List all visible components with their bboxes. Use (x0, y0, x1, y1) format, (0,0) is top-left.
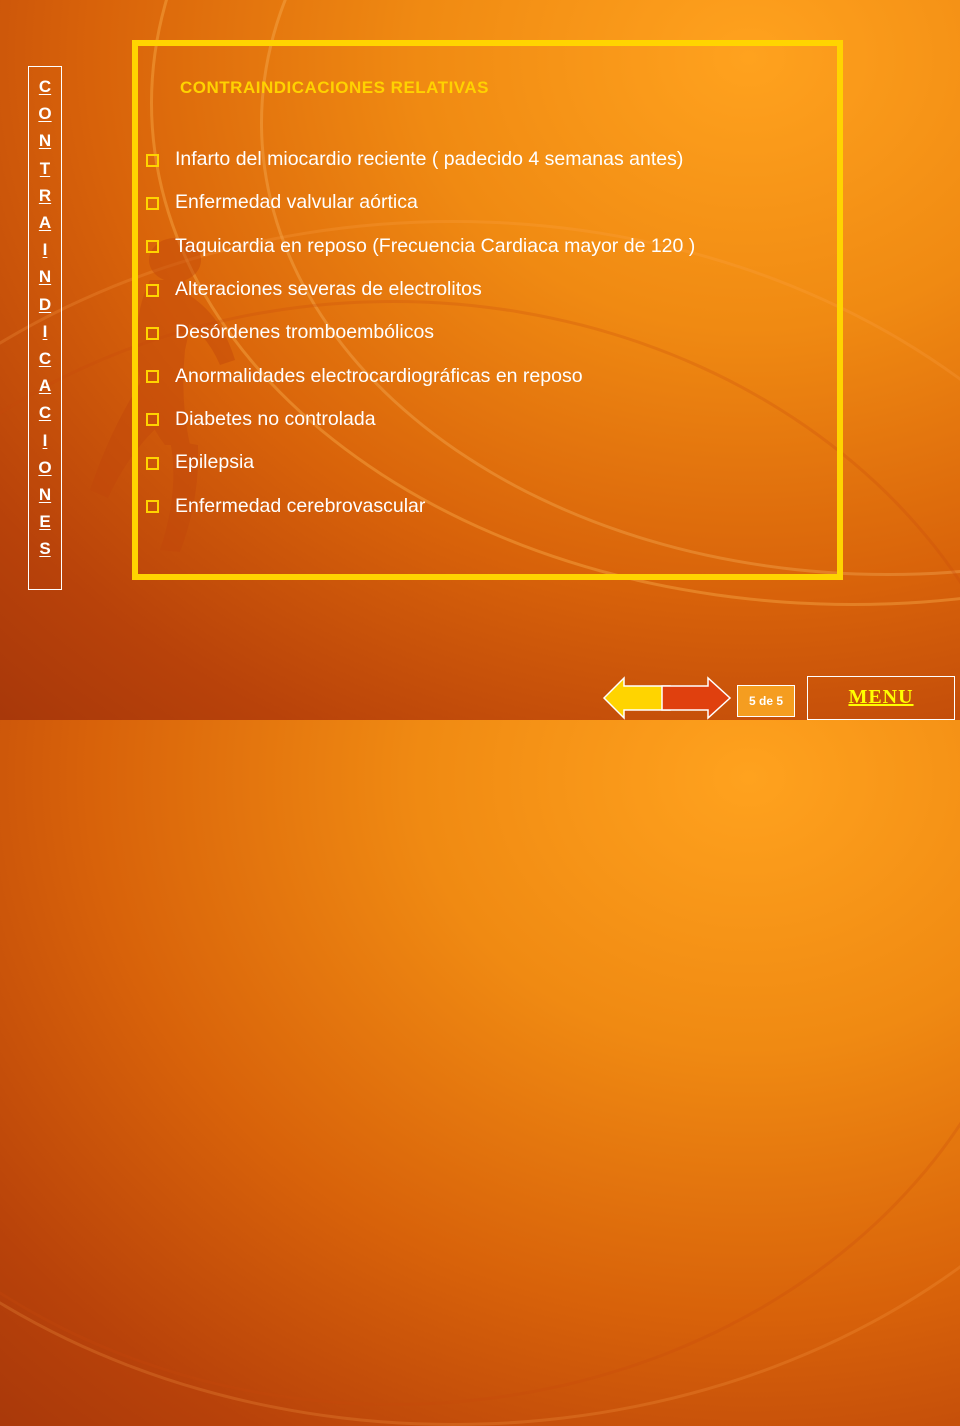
panel-title: CONTRAINDICACIONES RELATIVAS (180, 78, 489, 97)
side-title-letter: N (38, 267, 52, 287)
side-title-letter: C (38, 403, 52, 423)
side-title-letter: C (38, 349, 52, 369)
list-item (146, 441, 695, 484)
menu-link[interactable]: MENU (848, 685, 914, 708)
checkbox-bullet-icon (146, 284, 159, 297)
list-item-text: Enfermedad cerebrovascular (175, 494, 426, 517)
list-item (146, 311, 695, 354)
side-title-letter: I (42, 240, 48, 260)
list-item (146, 138, 695, 181)
side-title-letter: O (38, 104, 52, 124)
side-title-letter: D (38, 294, 52, 314)
list-item-text: Epilepsia (175, 451, 255, 474)
checkbox-bullet-icon (146, 327, 159, 340)
checkbox-bullet-icon (146, 370, 159, 383)
contraindications-list (146, 138, 695, 528)
checkbox-bullet-icon (146, 500, 159, 513)
side-title-letter: I (42, 430, 48, 450)
list-item (146, 225, 695, 268)
checkbox-bullet-icon (146, 240, 159, 253)
list-item-text: Alteraciones severas de electrolitos (175, 278, 482, 301)
checkbox-bullet-icon (146, 413, 159, 426)
list-item-text: Diabetes no controlada (175, 407, 376, 430)
checkbox-bullet-icon (146, 154, 159, 167)
forward-arrow-button[interactable] (660, 676, 732, 720)
list-item (146, 181, 695, 224)
side-title-letter: E (39, 512, 51, 532)
checkbox-bullet-icon (146, 457, 159, 470)
side-title-letter: T (39, 158, 51, 178)
list-item (146, 268, 695, 311)
side-title-letter: N (38, 131, 52, 151)
list-item (146, 354, 695, 397)
content-panel (132, 40, 843, 580)
list-item-text: Enfermedad valvular aórtica (175, 191, 418, 214)
list-item-text: Infarto del miocardio reciente ( padecido 4 semanas antes) (175, 148, 684, 171)
list-item (146, 398, 695, 441)
side-title-letter: I (42, 321, 48, 341)
vertical-section-title[interactable] (28, 66, 62, 590)
side-title-letter: R (38, 185, 52, 205)
side-title-letter: N (38, 485, 52, 505)
list-item-text: Taquicardia en reposo (Frecuencia Cardiaca mayor de 120 ) (175, 234, 696, 257)
side-title-letter: A (38, 376, 52, 396)
list-item-text: Desórdenes tromboembólicos (175, 321, 435, 344)
side-title-letter: S (39, 539, 51, 559)
side-title-letter: A (38, 213, 52, 233)
page-indicator: 5 de 5 (737, 685, 795, 717)
menu-button[interactable] (807, 676, 955, 720)
side-title-letter: O (38, 457, 52, 477)
list-item (146, 484, 695, 527)
side-title-letter: C (38, 77, 52, 96)
list-item-text: Anormalidades electrocardiográficas en reposo (175, 364, 583, 387)
checkbox-bullet-icon (146, 197, 159, 210)
